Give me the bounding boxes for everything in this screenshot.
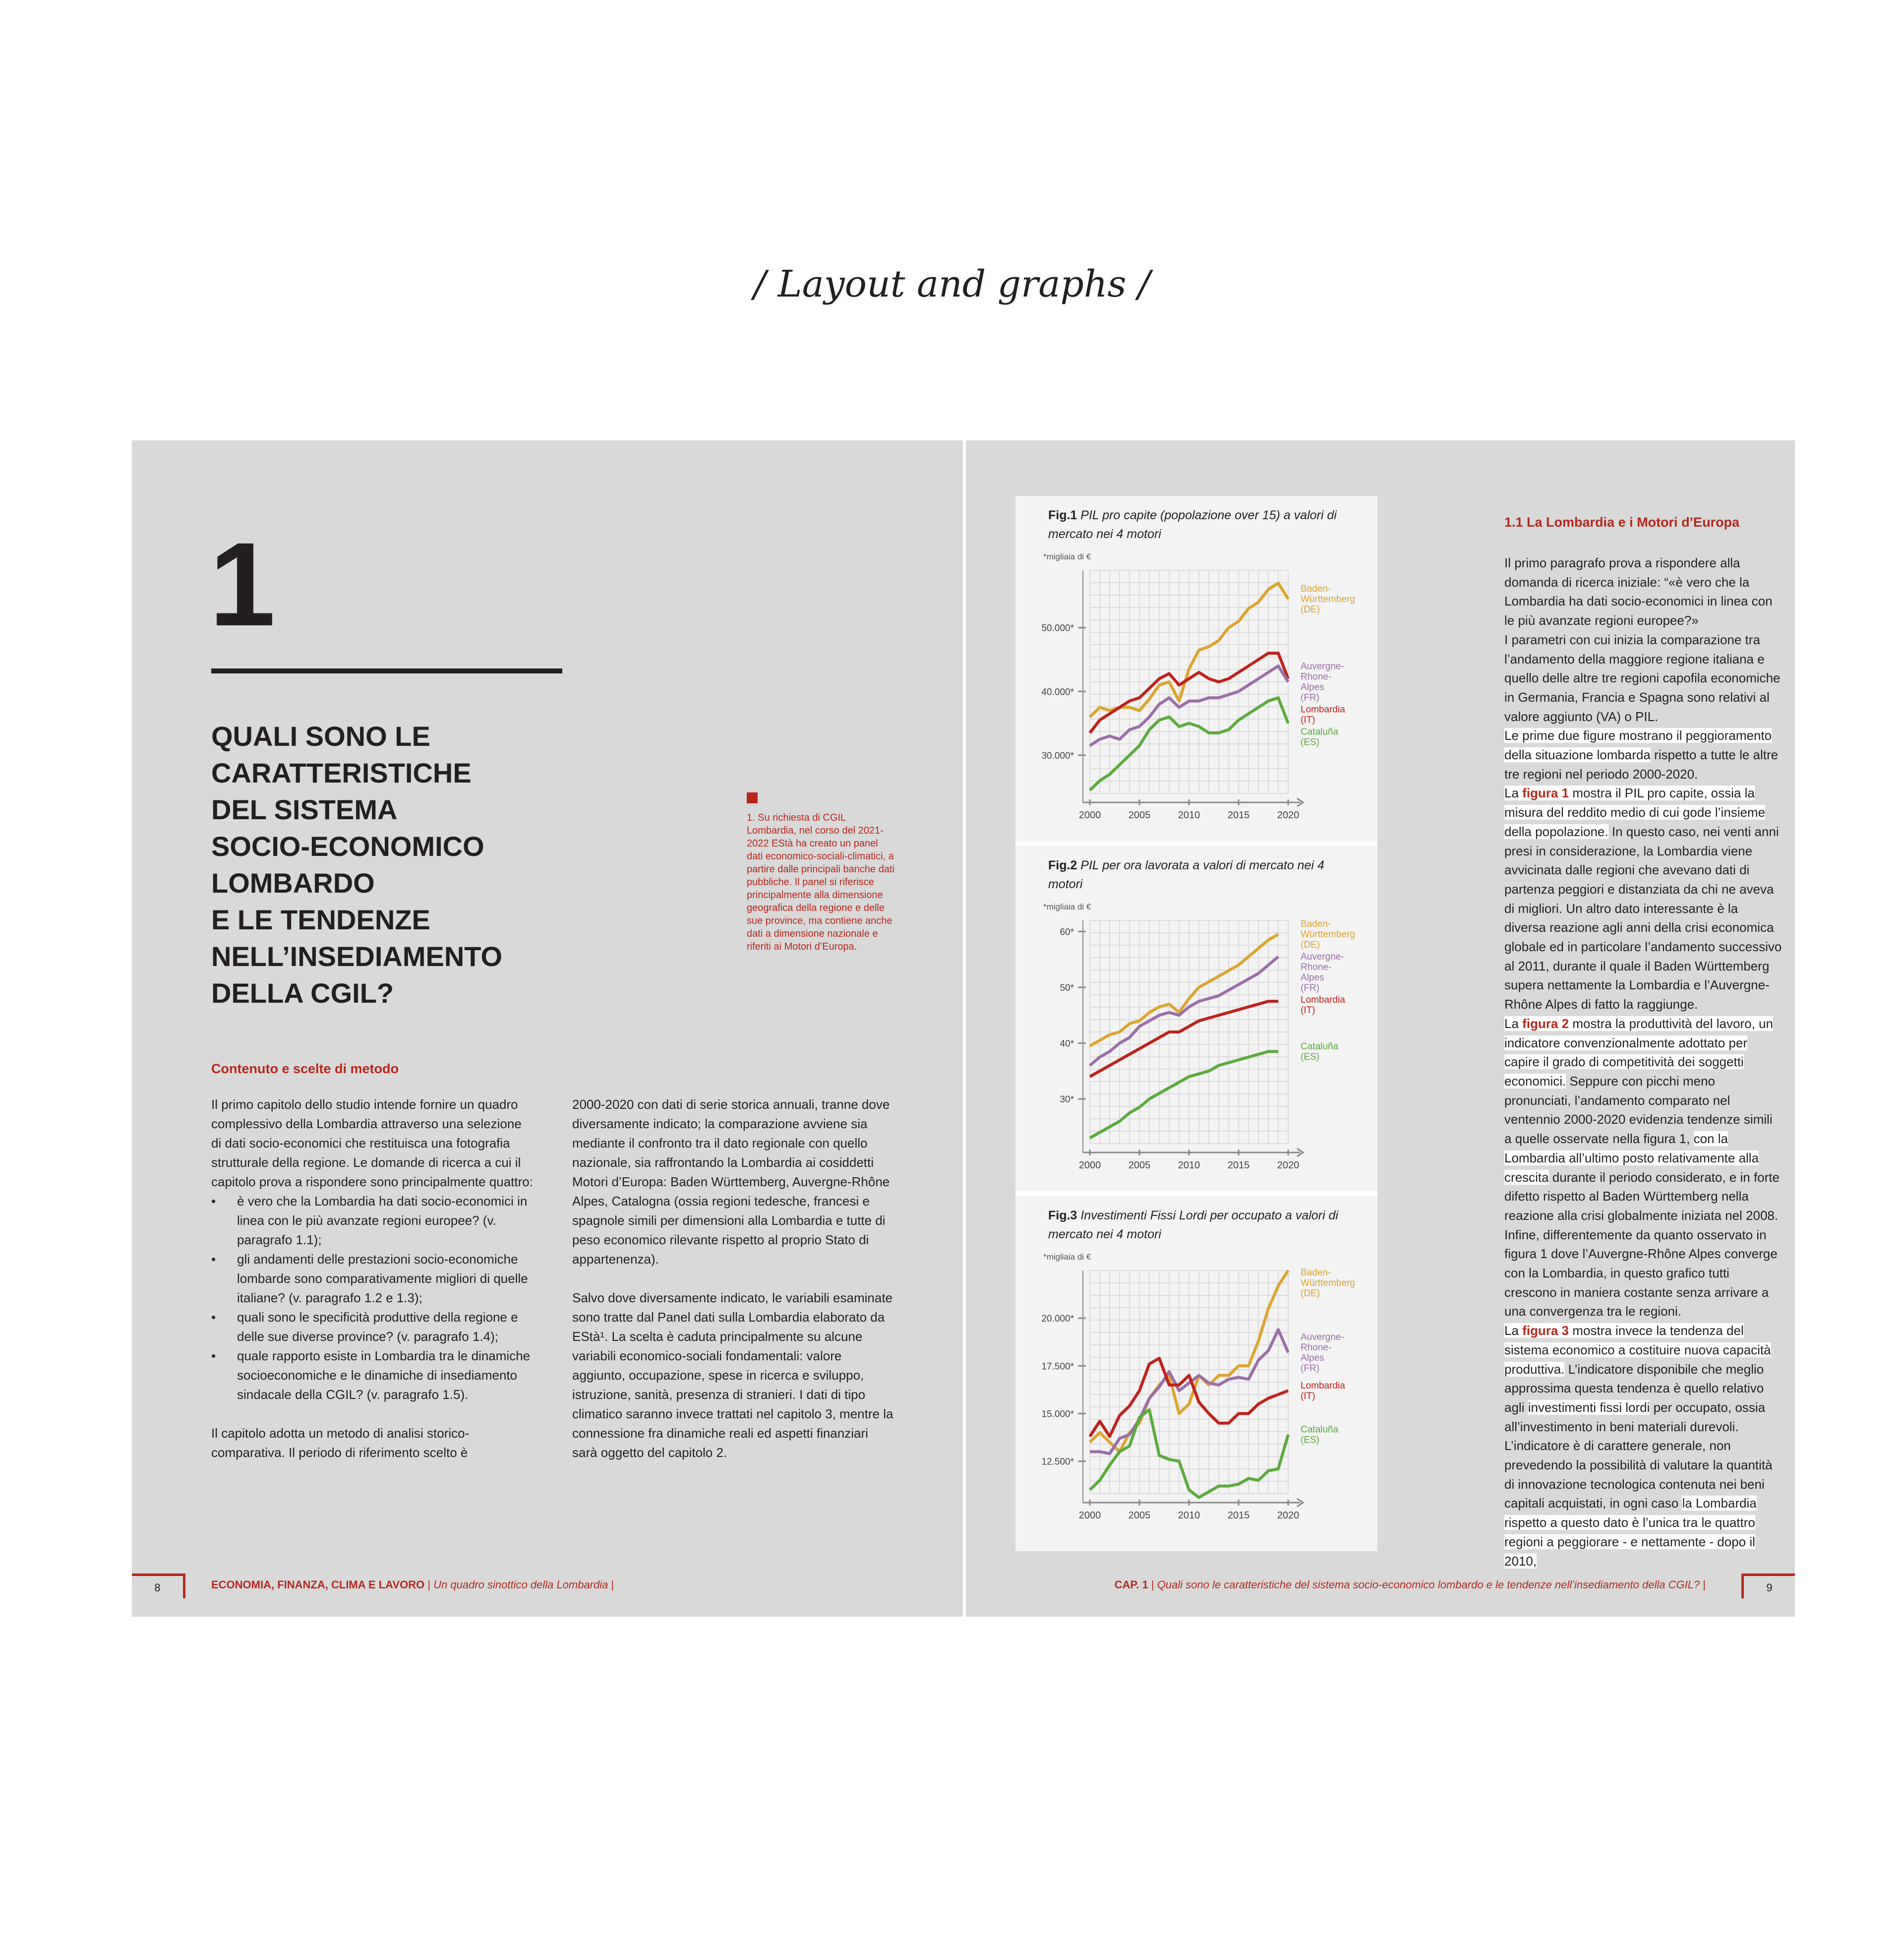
y-tick-label: 50* (1060, 983, 1074, 993)
y-tick-label: 17.500* (1041, 1361, 1074, 1372)
y-tick-label: 40* (1060, 1038, 1074, 1049)
y-tick-label: 60* (1060, 927, 1074, 938)
x-tick-label: 2020 (1277, 810, 1300, 821)
body-column-2 (572, 1095, 894, 1482)
section-heading: Contenuto e scelte di metodo (211, 1061, 399, 1076)
series-label: Baden-Württemberg (DE) (1301, 583, 1355, 615)
y-tick-label: 30* (1060, 1094, 1074, 1105)
paragraph: Le prime due figure mostrano il peggioramento della situazione lombarda rispetto a tutte le altre tre regioni nel periodo 2000-2020. (1504, 728, 1779, 782)
series-label: Cataluña (ES) (1301, 1041, 1339, 1062)
x-tick-label: 2015 (1227, 810, 1250, 821)
figure-caption: Fig.2 PIL per ora lavorata a valori di mercato nei 4 motori (1048, 858, 1324, 891)
page-heading: / Layout and graphs / (754, 263, 1150, 305)
x-tick-label: 2010 (1178, 1510, 1200, 1521)
series-label: Baden-Württemberg (DE) (1301, 1268, 1355, 1299)
y-tick-label: 15.000* (1041, 1409, 1074, 1420)
figure-2 (1015, 846, 1377, 1191)
right-page (966, 440, 1795, 1617)
y-tick-label: 40.000* (1041, 687, 1074, 698)
y-tick-label: 50.000* (1041, 623, 1074, 634)
x-tick-label: 2020 (1277, 1160, 1300, 1171)
list-item: • è vero che la Lombardia ha dati socio-economici in linea con le più avanzate regioni europee? (v. paragrafo 1.1); (211, 1192, 534, 1250)
list-item: • quale rapporto esiste in Lombardia tra le dinamiche socioeconomiche e le dinamiche di insediamento sindacale della CGIL? (v. paragrafo 1.5). (211, 1346, 534, 1404)
footnote-marker (747, 792, 758, 803)
chart-pil-per-ora (1015, 846, 1377, 1191)
chart-pil-pro-capite (1015, 496, 1377, 841)
left-page (132, 440, 963, 1617)
running-footer: ECONOMIA, FINANZA, CLIMA E LAVORO | Un quadro sinottico della Lombardia | (211, 1578, 614, 1591)
chapter-title: QUALI SONO LE CARATTERISTICHE DEL SISTEMA SOCIO-ECONOMICO LOMBARDO E LE TENDENZE NELL’INSEDIAMENTO DELLA CGIL? (211, 721, 503, 1009)
series-label: Lombardia (IT) (1301, 704, 1345, 726)
y-tick-label: 20.000* (1041, 1314, 1074, 1325)
chapter-rule (211, 668, 562, 673)
figure-3 (1015, 1196, 1377, 1541)
series-label: Auvergne-Rhone-Alpes (FR) (1301, 1332, 1344, 1374)
method-paragraph: Il capitolo adotta un metodo di analisi storico-comparativa. Il periodo di riferimento scelto è (211, 1426, 470, 1460)
series-label: Cataluña (ES) (1301, 727, 1339, 748)
side-footnote: 1. Su richiesta di CGIL Lombardia, nel corso del 2021-2022 EStà ha creato un panel dati economico-sociali-climatici, a partire dalle principali banche dati pubbliche. Il panel si riferisce principalmente alla dimensione geografica della regione e delle sue province, ma contiene anche dati a dimensione nazionale e riferiti ai Motori d’Europa. (747, 812, 894, 952)
x-tick-label: 2020 (1277, 1510, 1300, 1521)
paragraph: La figura 2 mostra la produttività del lavoro, un indicatore convenzionalmente adottato per capire il grado di competitività dei soggetti economici. Seppure con picchi meno pronunciati, l’andamento comparato nel ventennio 2000-2020 evidenzia tendenze simili a quelle osservate nella figura 1, con la Lombardia all’ultimo posto relativamente alla crescita durante il periodo considerato, e in forte difetto rispetto al Baden Württemberg nella reazione alla crisi globalmente iniziata nel 2008. Infine, differentemente da quanto osservato in figura 1 dove l’Auvergne-Rhône Alpes converge con la Lombardia, in questo grafico tutti crescono in maniera costante senza arrivare a una convergenza tra le regioni. (1504, 1016, 1780, 1319)
x-tick-label: 2015 (1227, 1510, 1250, 1521)
period-paragraph: 2000-2020 con dati di serie storica annuali, tranne dove diversamente indicato; la comparazione avviene sia mediante il confronto tra il dato regionale con quello nazionale, sia raffrontando la Lombardia ai cosiddetti Motori d’Europa: Baden Württemberg, Auvergne-Rhône Alpes, Catalogna (ossia regioni tedesche, francesi e spagnole simili per dimensioni alla Lombardia e tutte di peso economico rilevante rispetto al proprio Stato di appartenenza). (572, 1097, 890, 1267)
series-line (1090, 1051, 1278, 1138)
chart-investimenti (1015, 1196, 1377, 1541)
unit-label: *migliaia di € (1043, 1252, 1091, 1262)
x-tick-label: 2000 (1078, 1160, 1101, 1171)
y-tick-label: 12.500* (1041, 1456, 1074, 1467)
figures-panel (1015, 496, 1377, 1551)
magazine-spread (132, 440, 1795, 1617)
figure-divider (1015, 841, 1377, 846)
x-tick-label: 2000 (1078, 810, 1101, 821)
paragraph: Il primo paragrafo prova a rispondere alla domanda di ricerca iniziale: “«è vero che la Lombardia ha dati socio-economici in linea con le più avanzate regioni europee?» (1504, 555, 1773, 628)
variables-paragraph: Salvo dove diversamente indicato, le variabili esaminate sono tratte dal Panel dati sulla Lombardia elaborato da EStà¹. La scelta è caduta principalmente su alcune variabili economico-sociali fondamentali: valore aggiunto, occupazione, spese in ricerca e sviluppo, istruzione, sanità, presenza di stranieri. I dati di tipo climatico saranno invece trattati nel capitolo 3, mentre la connessione fra dinamiche reali ed aspetti finanziari sarà oggetto del capitolo 2. (572, 1290, 893, 1460)
figure-divider (1015, 1191, 1377, 1196)
x-tick-label: 2010 (1178, 810, 1200, 821)
figure-caption: Fig.1 PIL pro capite (popolazione over 15) a valori di mercato nei 4 motori (1048, 508, 1337, 541)
x-tick-label: 2010 (1178, 1160, 1200, 1171)
figure-1 (1015, 496, 1377, 841)
page-number: 9 (1741, 1574, 1795, 1598)
list-item: • gli andamenti delle prestazioni socio-economiche lombarde sono comparativamente migliori di quelle italiane? (v. paragrafo 1.2 e 1.3); (211, 1250, 534, 1308)
unit-label: *migliaia di € (1043, 552, 1091, 561)
x-tick-label: 2005 (1128, 1510, 1151, 1521)
unit-label: *migliaia di € (1043, 902, 1091, 911)
series-label: Lombardia (IT) (1301, 995, 1345, 1016)
page-number: 8 (132, 1574, 185, 1598)
body-column-1 (211, 1095, 534, 1462)
x-tick-label: 2005 (1128, 810, 1151, 821)
chapter-number: 1 (209, 518, 276, 651)
right-body-text (1504, 553, 1782, 1571)
paragraph: I parametri con cui inizia la comparazione tra l’andamento della maggiore regione italiana e quello delle altre tre regioni capofila economiche in Germania, Francia e Spagna sono relativi al valore aggiunto (VA) o PIL. (1504, 632, 1781, 724)
series-label: Baden-Württemberg (DE) (1301, 919, 1355, 951)
section-heading-1-1: 1.1 La Lombardia e i Motori d’Europa (1504, 515, 1740, 530)
series-line (1090, 957, 1278, 1065)
research-questions-list (211, 1192, 534, 1404)
x-tick-label: 2005 (1128, 1160, 1151, 1171)
series-label: Cataluña (ES) (1301, 1424, 1339, 1446)
figure-caption: Fig.3 Investimenti Fissi Lordi per occupato a valori di mercato nei 4 motori (1048, 1209, 1338, 1241)
y-tick-label: 30.000* (1041, 750, 1074, 761)
intro-paragraph: Il primo capitolo dello studio intende fornire un quadro complessivo della Lombardia attraverso una selezione di dati socio-economici che restituisca una fotografia strutturale della regione. Le domande di ricerca a cui il capitolo prova a rispondere sono principalmente quattro: (211, 1097, 533, 1189)
right-footer (966, 1574, 1795, 1598)
left-footer (132, 1574, 963, 1598)
paragraph: La figura 3 mostra invece la tendenza del sistema economico a costituire nuova capacità produttiva. L’indicatore disponibile che meglio approssima questa tendenza è quello relativo agli investimenti fissi lordi per occupato, ossia all’investimento in beni materiali durevoli. L’indicatore è di carattere generale, non prevedendo la possibilità di valutare la quantità di innovazione tecnologica contenuta nei beni capitali acquistati, in ogni caso la Lombardia rispetto a questo dato è l’unica tra le quattro regioni a peggiorare - e nettamente - dopo il 2010, (1504, 1323, 1773, 1569)
series-label: Lombardia (IT) (1301, 1380, 1345, 1401)
x-tick-label: 2000 (1078, 1510, 1101, 1521)
series-label: Auvergne-Rhone-Alpes (FR) (1301, 661, 1344, 703)
x-tick-label: 2015 (1227, 1160, 1250, 1171)
running-footer: CAP. 1 | Quali sono le caratteristiche del sistema socio-economico lombardo e le tendenze nell’insediamento della CGIL? | (1114, 1578, 1706, 1591)
list-item: • quali sono le specificità produttive della regione e delle sue diverse province? (v. paragrafo 1.4); (211, 1308, 534, 1346)
paragraph: La figura 1 mostra il PIL pro capite, ossia la misura del reddito medio di cui gode l’insieme della popolazione. In questo caso, nei venti anni presi in considerazione, la Lombardia viene avvicinata dalle regioni che avevano dati di partenza peggiori e distanziata da chi ne aveva di migliori. Un altro dato interessante è la diversa reazione agli anni della crisi economica globale ed in particolare l’andamento successivo al 2011, durante il quale il Baden Württemberg supera nettamente la Lombardia e l’Auvergne-Rhône Alpes di fatto la raggiunge. (1504, 786, 1782, 1012)
series-label: Auvergne-Rhone-Alpes (FR) (1301, 952, 1344, 994)
